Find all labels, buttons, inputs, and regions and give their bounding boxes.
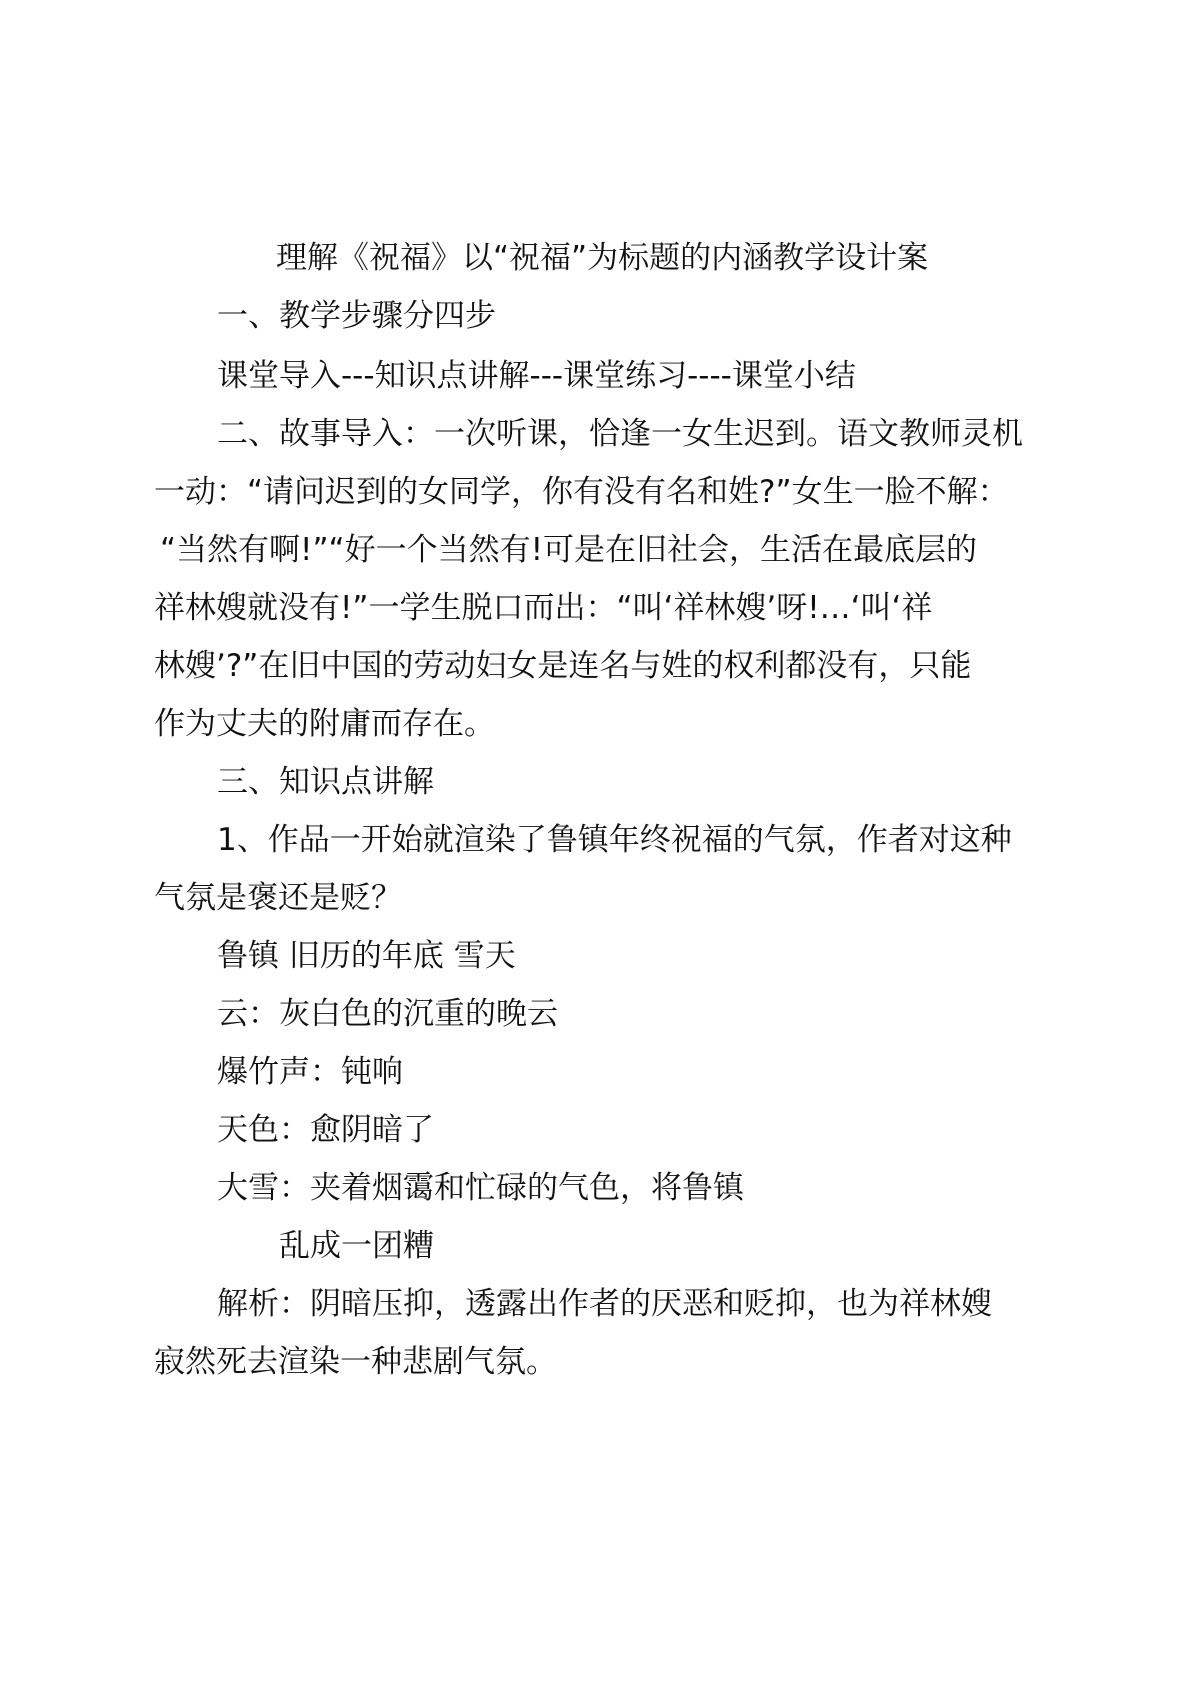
cloud-line: 云：灰白色的沉重的晚云	[217, 996, 558, 1032]
teaching-steps: 课堂导入---知识点讲解---课堂练习----课堂小结	[217, 358, 856, 394]
section2-line-6: 作为丈夫的附庸而存在。	[154, 706, 495, 742]
firecracker-line: 爆竹声：钝响	[217, 1054, 403, 1090]
section2-line-4: 祥林嫂就没有!”一学生脱口而出：“叫‘祥林嫂’呀!…‘叫‘祥	[154, 590, 933, 626]
analysis-line-1: 解析：阴暗压抑，透露出作者的厌恶和贬抑，也为祥林嫂	[217, 1286, 992, 1322]
section3-heading: 三、知识点讲解	[217, 764, 434, 800]
document-title: 理解《祝福》以“祝福”为标题的内涵教学设计案	[276, 240, 929, 276]
scene-line: 鲁镇 旧历的年底 雪天	[217, 938, 516, 974]
section2-line-5: 林嫂’?”在旧中国的劳动妇女是连名与姓的权利都没有，只能	[154, 648, 972, 684]
section2-line-3: “当然有啊!”“好一个当然有!可是在旧社会，生活在最底层的	[160, 532, 978, 568]
snow-line-2: 乱成一团糟	[279, 1228, 434, 1264]
section1-heading: 一、教学步骤分四步	[217, 298, 496, 334]
section2-line-1: 二、故事导入：一次听课，恰逢一女生迟到。语文教师灵机	[217, 416, 1023, 452]
analysis-line-2: 寂然死去渲染一种悲剧气氛。	[154, 1344, 557, 1380]
question1-line-2: 气氛是褒还是贬？	[154, 880, 402, 916]
sky-line: 天色：愈阴暗了	[217, 1112, 434, 1148]
question1-line-1: 1、作品一开始就渲染了鲁镇年终祝福的气氛，作者对这种	[217, 822, 1012, 858]
snow-line-1: 大雪：夹着烟霭和忙碌的气色，将鲁镇	[217, 1170, 744, 1206]
section2-line-2: 一动：“请问迟到的女同学，你有没有名和姓?”女生一脸不解：	[154, 474, 1009, 510]
